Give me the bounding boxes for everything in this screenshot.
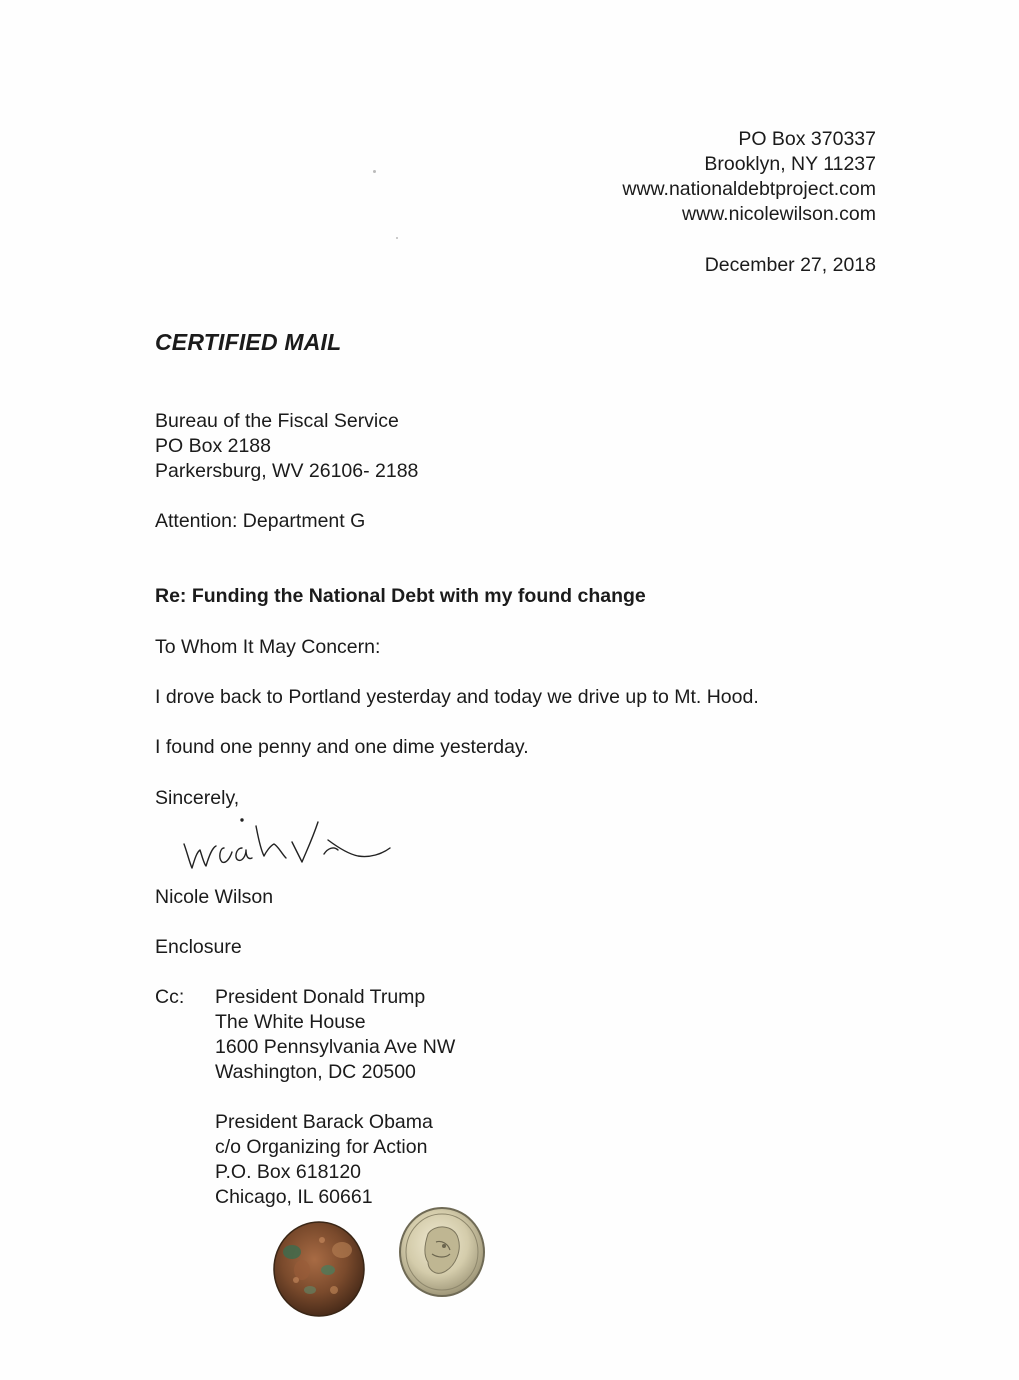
recipient-address-line1: PO Box 2188	[155, 435, 271, 457]
salutation: To Whom It May Concern:	[155, 636, 381, 658]
dime-coin-image	[398, 1206, 488, 1298]
sender-website-1: www.nationaldebtproject.com	[622, 178, 876, 200]
letter-date: December 27, 2018	[704, 254, 876, 276]
body-paragraph-2: I found one penny and one dime yesterday.	[155, 736, 529, 758]
body-paragraph-1: I drove back to Portland yesterday and today we drive up to Mt. Hood.	[155, 686, 759, 708]
sender-website-2: www.nicolewilson.com	[682, 203, 876, 225]
subject-line: Re: Funding the National Debt with my found change	[155, 585, 646, 607]
cc2-line4: Chicago, IL 60661	[215, 1186, 373, 1208]
handwritten-signature	[178, 812, 398, 874]
scan-speck	[373, 170, 376, 173]
signer-name: Nicole Wilson	[155, 886, 274, 908]
cc1-line1: President Donald Trump	[215, 986, 426, 1008]
delivery-method-heading: CERTIFIED MAIL	[155, 329, 342, 355]
recipient-attention: Attention: Department G	[155, 510, 366, 532]
recipient-name: Bureau of the Fiscal Service	[155, 410, 399, 432]
scan-speck	[396, 237, 398, 239]
enclosure-note: Enclosure	[155, 936, 242, 958]
cc2-line2: c/o Organizing for Action	[215, 1136, 428, 1158]
cc1-line2: The White House	[215, 1011, 366, 1033]
cc1-line3: 1600 Pennsylvania Ave NW	[215, 1036, 456, 1058]
cc-label: Cc:	[155, 986, 185, 1008]
penny-coin-image	[272, 1220, 368, 1318]
closing: Sincerely,	[155, 787, 240, 809]
cc2-line1: President Barack Obama	[215, 1111, 433, 1133]
cc1-line4: Washington, DC 20500	[215, 1061, 416, 1083]
sender-address-line2: Brooklyn, NY 11237	[704, 153, 876, 175]
recipient-address-line2: Parkersburg, WV 26106- 2188	[155, 460, 419, 482]
sender-address-line1: PO Box 370337	[738, 128, 876, 150]
cc2-line3: P.O. Box 618120	[215, 1161, 362, 1183]
